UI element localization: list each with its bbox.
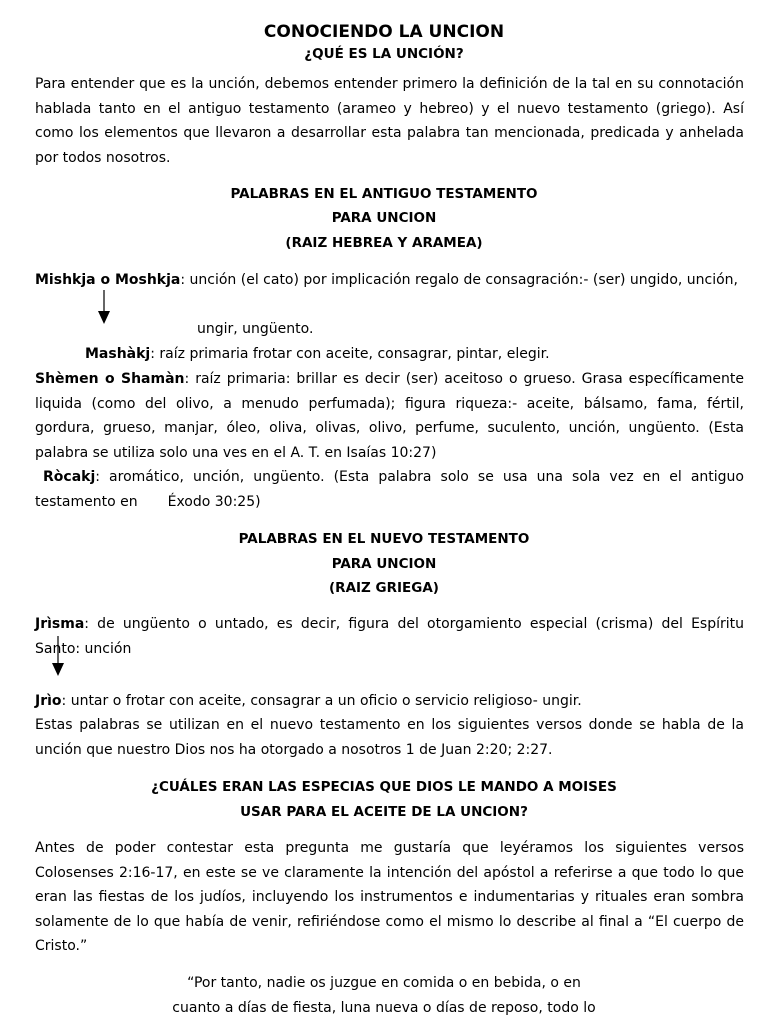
ot-heading-line-1: PALABRAS EN EL ANTIGUO TESTAMENTO [230, 186, 538, 202]
entry-rocakj [35, 465, 744, 514]
entry-mashakj [85, 342, 550, 367]
term-mishkja: Mishkja o Moshkja [35, 272, 181, 288]
ref-rocakj: Éxodo 30:25) [167, 493, 261, 510]
spices-heading-line-1: ¿CUÁLES ERAN LAS ESPECIAS QUE DIOS LE MANDO A MOISES [151, 779, 617, 795]
nt-note-paragraph: Estas palabras se utilizan en el nuevo testamento en los siguientes versos donde se habla de la unción que nuestro Dios nos ha otorgado a nosotros 1 de Juan 2:20; 2:27. [35, 717, 744, 758]
nt-heading-line-1: PALABRAS EN EL NUEVO TESTAMENTO [238, 531, 530, 547]
spices-heading-line-2: USAR PARA EL ACEITE DE LA UNCION? [240, 804, 528, 820]
mishkja-sub-line: ungir, ungüento. [197, 321, 314, 337]
term-shemen: Shèmen o Shamàn [35, 371, 185, 387]
entry-jrisma [35, 612, 744, 661]
entry-mishkja [35, 268, 744, 293]
spices-paragraph: Antes de poder contestar esta pregunta me gustaría que leyéramos los siguientes versos Colosenses 2:16-17, en este se ve claramente la intención del apóstol a referirse a que todo lo que eran las fiestas de los judíos, incluyendo los instrumentos e indumentarias y rituales eran sombra solamente de lo que había de venir, refiriéndose como el mismo lo describe al final a “El cuerpo de Cristo.” [35, 840, 744, 955]
def-mashakj: : raíz primaria frotar con aceite, consagrar, pintar, elegir. [150, 346, 550, 362]
entry-shemen [35, 367, 744, 465]
def-rocakj: : aromático, unción, ungüento. (Esta palabra solo se usa una sola vez en el antiguo testamento en [35, 469, 744, 510]
ot-heading-line-3: (RAIZ HEBREA Y ARAMEA) [285, 235, 483, 251]
term-jrio: Jrìo [35, 693, 62, 709]
document-subtitle: ¿QUÉ ES LA UNCIÓN? [304, 46, 464, 62]
quote-line-1: “Por tanto, nadie os juzgue en comida o en bebida, o en [187, 975, 581, 991]
term-jrisma: Jrìsma [35, 616, 85, 632]
document-title: CONOCIENDO LA UNCION [263, 22, 505, 42]
entry-jrio [35, 689, 582, 714]
def-jrisma: : de ungüento o untado, es decir, figura del otorgamiento especial (crisma) del Espíritu Santo: unción [35, 616, 744, 657]
arrow-down-icon [96, 290, 112, 326]
intro-paragraph: Para entender que es la unción, debemos entender primero la definición de la tal en su connotación hablada tanto en el antiguo testamento (arameo y hebreo) y el nuevo testamento (griego). Así como los elementos que llevaron a desarrollar esta palabra tan mencionada, predicada y anhelada por todos nosotros. [35, 76, 744, 166]
ot-heading-line-2: PARA UNCION [331, 210, 437, 226]
term-rocakj: Ròcakj [43, 469, 96, 485]
quote-line-2: cuanto a días de fiesta, luna nueva o días de reposo, todo lo [172, 1000, 596, 1016]
def-jrio: : untar o frotar con aceite, consagrar a un oficio o servicio religioso- ungir. [61, 693, 582, 709]
arrow-down-icon [50, 636, 66, 678]
nt-heading-line-3: (RAIZ GRIEGA) [329, 580, 439, 596]
def-shemen: : raíz primaria: brillar es decir (ser) aceitoso o grueso. Grasa específicamente liquida (como del olivo, a menudo perfumada); figura riqueza:- aceite, bálsamo, fama, fértil, gordura, grueso, manjar, óleo, oliva, olivas, olivo, perfume, suculento, unción, ungüento. (Esta palabra se utiliza solo una ves en el A. T. en Isaías 10:27) [35, 371, 744, 461]
def-mishkja: : unción (el cato) por implicación regalo de consagración:- (ser) ungido, unción, [180, 272, 739, 288]
nt-heading-line-2: PARA UNCION [331, 556, 437, 572]
term-mashakj: Mashàkj [85, 346, 151, 362]
